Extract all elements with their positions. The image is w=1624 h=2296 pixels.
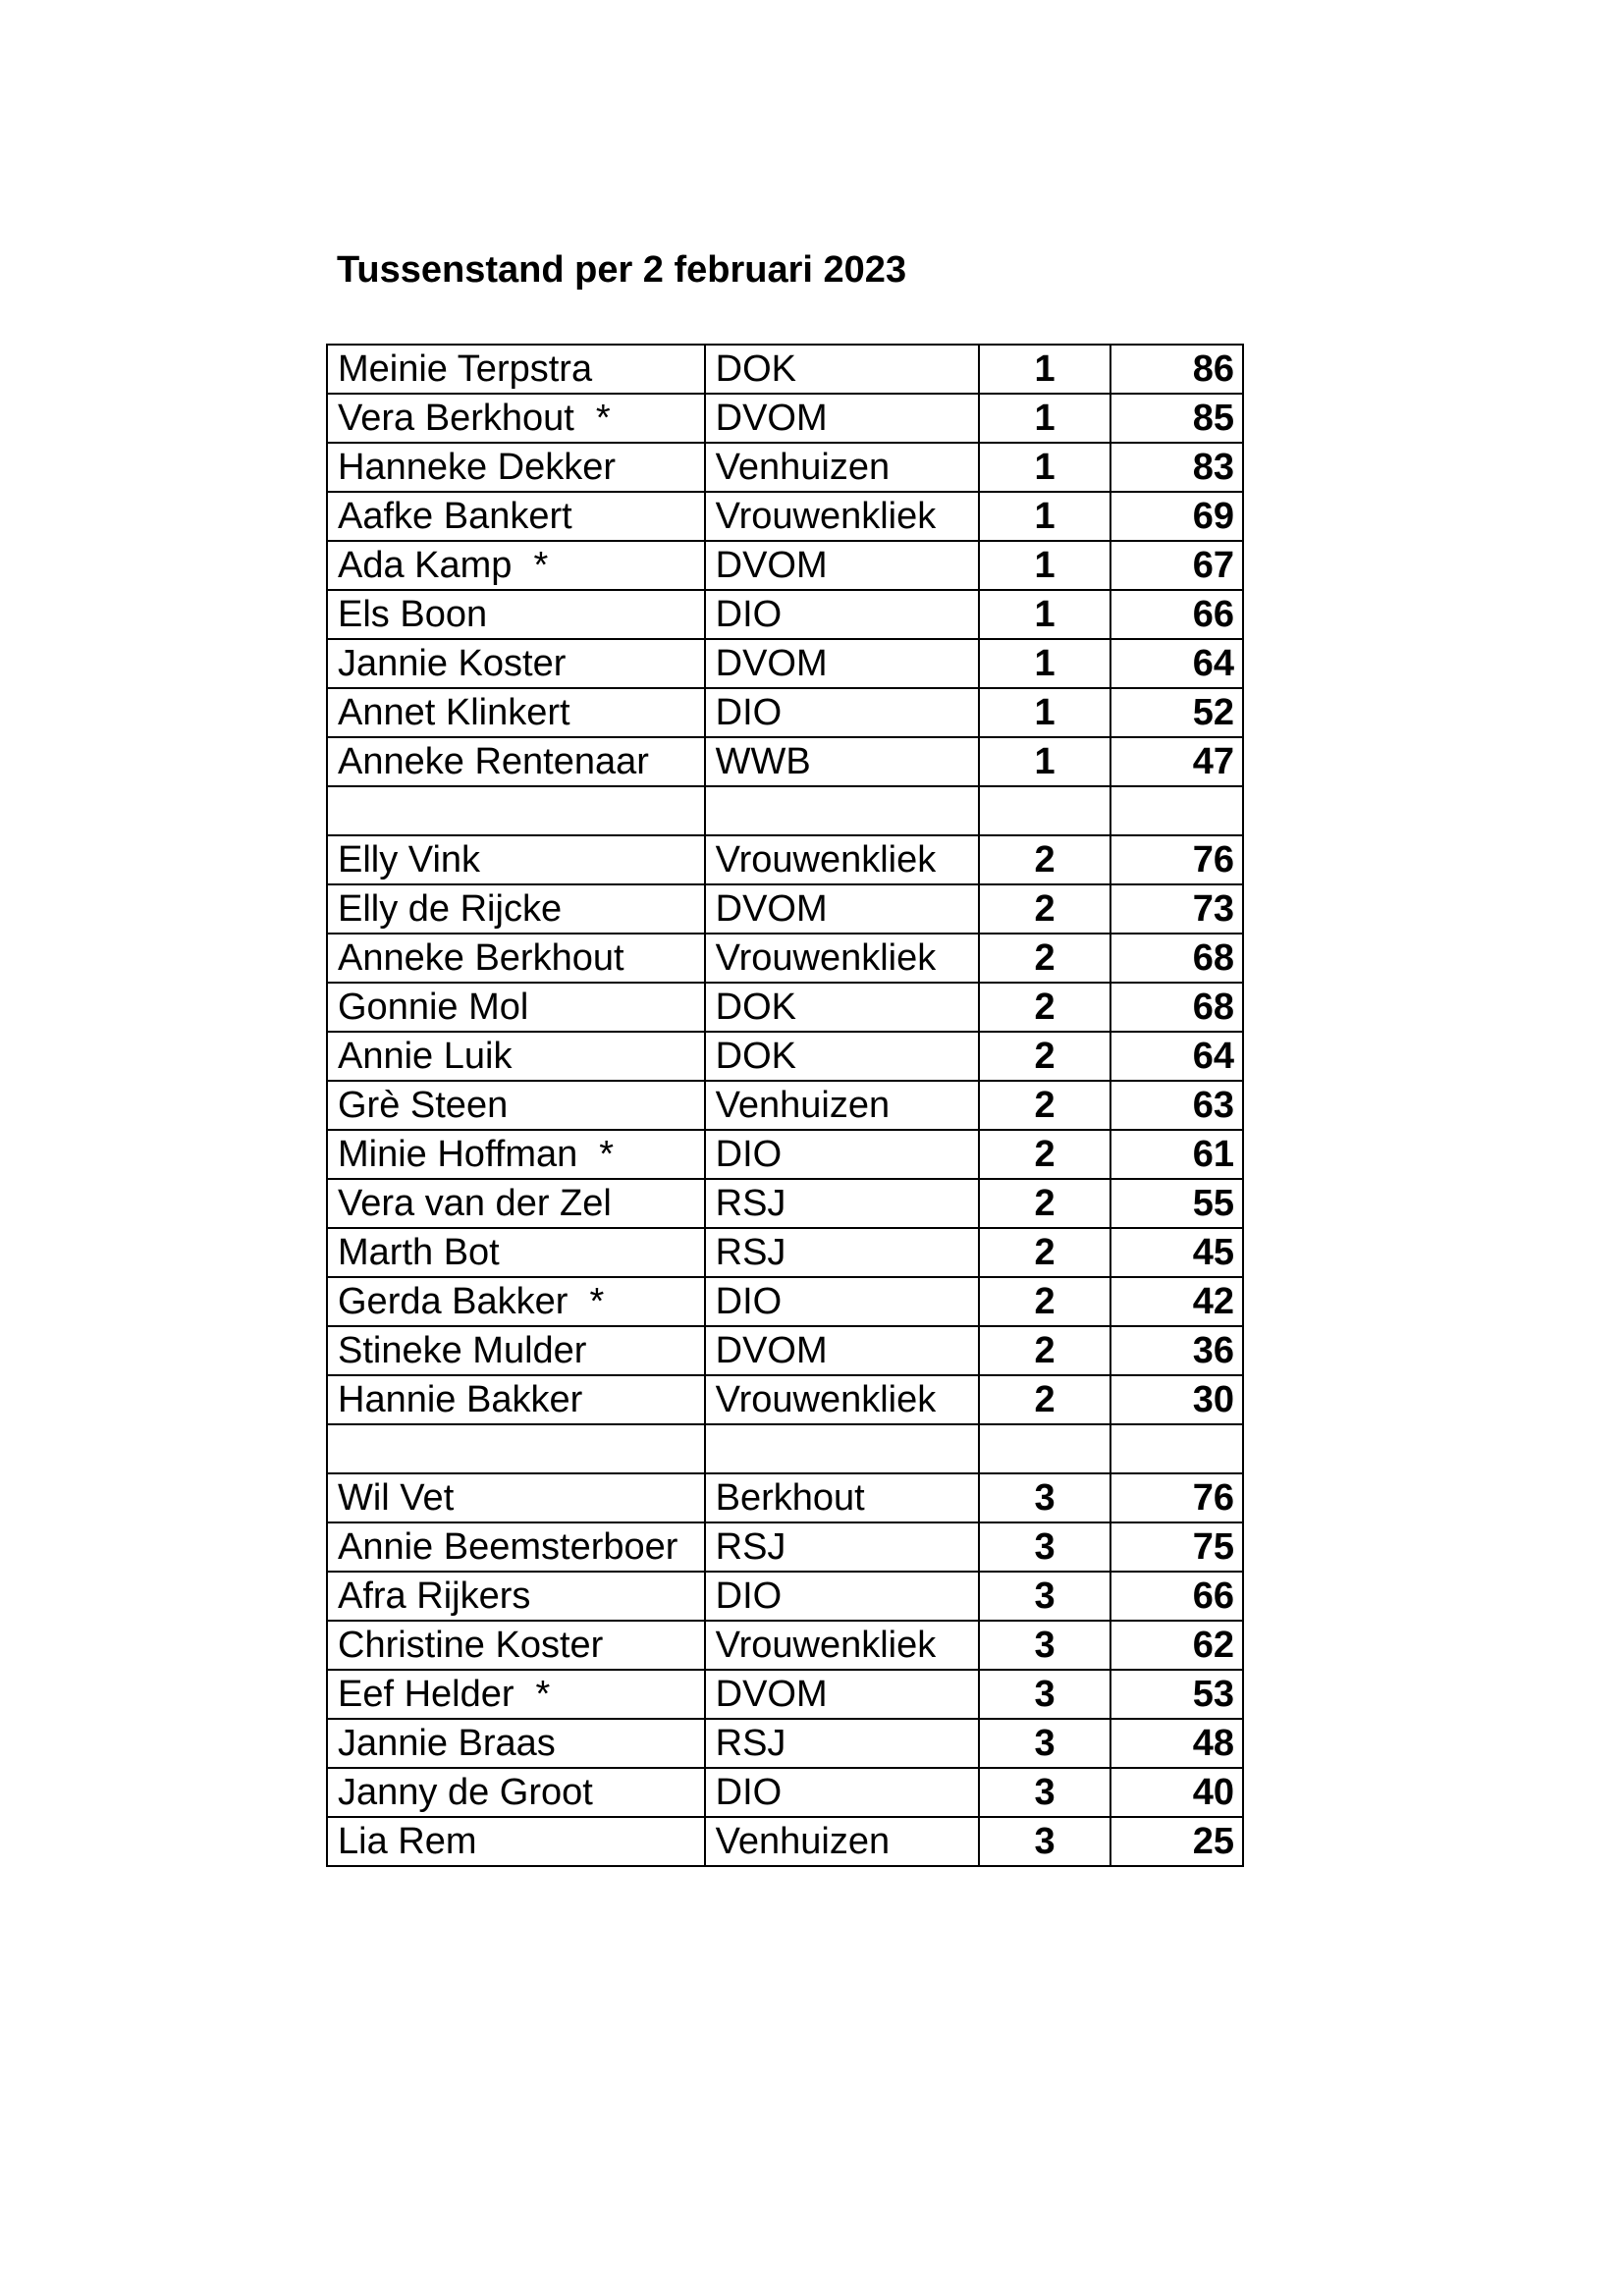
player-name: Hanneke Dekker xyxy=(338,447,617,488)
player-name-cell xyxy=(327,1326,705,1375)
club-cell: DOK xyxy=(705,983,979,1032)
points-cell: 53 xyxy=(1110,1670,1243,1719)
points-cell: 64 xyxy=(1110,1032,1243,1081)
player-name-cell xyxy=(327,884,705,934)
group-cell: 3 xyxy=(979,1768,1111,1817)
club-cell xyxy=(705,786,979,835)
group-cell: 2 xyxy=(979,835,1111,884)
table-row xyxy=(327,345,1243,394)
club-cell: RSJ xyxy=(705,1522,979,1572)
asterisk-mark: * xyxy=(599,1134,615,1175)
standings-body xyxy=(327,345,1243,1866)
table-row xyxy=(327,1081,1243,1130)
club-cell: Venhuizen xyxy=(705,1081,979,1130)
points-cell xyxy=(1110,1424,1243,1473)
player-name: Jannie Braas xyxy=(338,1723,556,1764)
table-row xyxy=(327,1130,1243,1179)
player-name-cell xyxy=(327,1719,705,1768)
player-name: Meinie Terpstra xyxy=(338,348,593,390)
points-cell: 61 xyxy=(1110,1130,1243,1179)
player-name-cell xyxy=(327,1424,705,1473)
club-cell: DVOM xyxy=(705,639,979,688)
club-cell: RSJ xyxy=(705,1719,979,1768)
player-name-cell xyxy=(327,1473,705,1522)
group-cell: 1 xyxy=(979,345,1111,394)
group-cell: 1 xyxy=(979,541,1111,590)
player-name: Gerda Bakker xyxy=(338,1281,568,1322)
points-cell: 83 xyxy=(1110,443,1243,492)
player-name-cell xyxy=(327,541,705,590)
table-row xyxy=(327,786,1243,835)
player-name: Grè Steen xyxy=(338,1085,509,1126)
table-row xyxy=(327,1424,1243,1473)
points-cell: 67 xyxy=(1110,541,1243,590)
group-cell: 1 xyxy=(979,639,1111,688)
group-cell: 3 xyxy=(979,1522,1111,1572)
group-cell: 1 xyxy=(979,492,1111,541)
page-title: Tussenstand per 2 februari 2023 xyxy=(337,249,907,291)
player-name-cell xyxy=(327,1621,705,1670)
player-name-cell xyxy=(327,688,705,737)
group-cell: 1 xyxy=(979,688,1111,737)
player-name-cell xyxy=(327,345,705,394)
club-cell: WWB xyxy=(705,737,979,786)
group-cell: 2 xyxy=(979,884,1111,934)
player-name-cell xyxy=(327,1768,705,1817)
player-name: Christine Koster xyxy=(338,1625,604,1666)
player-name-cell xyxy=(327,1375,705,1424)
group-cell: 2 xyxy=(979,1081,1111,1130)
club-cell: RSJ xyxy=(705,1228,979,1277)
player-name: Els Boon xyxy=(338,594,488,635)
player-name: Stineke Mulder xyxy=(338,1330,587,1371)
player-name: Annet Klinkert xyxy=(338,692,570,733)
player-name: Minie Hoffman xyxy=(338,1134,578,1175)
points-cell: 52 xyxy=(1110,688,1243,737)
group-cell: 2 xyxy=(979,1375,1111,1424)
table-row xyxy=(327,639,1243,688)
asterisk-mark: * xyxy=(589,1281,605,1322)
group-cell xyxy=(979,1424,1111,1473)
club-cell: Vrouwenkliek xyxy=(705,1621,979,1670)
points-cell: 48 xyxy=(1110,1719,1243,1768)
club-cell: DVOM xyxy=(705,884,979,934)
player-name-cell xyxy=(327,1179,705,1228)
points-cell: 25 xyxy=(1110,1817,1243,1866)
player-name: Lia Rem xyxy=(338,1821,477,1862)
club-cell: DIO xyxy=(705,1572,979,1621)
points-cell: 42 xyxy=(1110,1277,1243,1326)
group-cell: 1 xyxy=(979,590,1111,639)
points-cell: 68 xyxy=(1110,934,1243,983)
group-cell: 3 xyxy=(979,1621,1111,1670)
player-name-cell xyxy=(327,1277,705,1326)
player-name-cell xyxy=(327,786,705,835)
club-cell: Vrouwenkliek xyxy=(705,492,979,541)
table-row xyxy=(327,688,1243,737)
group-cell: 2 xyxy=(979,983,1111,1032)
points-cell: 73 xyxy=(1110,884,1243,934)
points-cell: 76 xyxy=(1110,835,1243,884)
club-cell: DIO xyxy=(705,590,979,639)
points-cell: 66 xyxy=(1110,1572,1243,1621)
group-cell xyxy=(979,786,1111,835)
club-cell: DVOM xyxy=(705,394,979,443)
group-cell: 3 xyxy=(979,1473,1111,1522)
club-cell: Vrouwenkliek xyxy=(705,934,979,983)
table-row xyxy=(327,1326,1243,1375)
group-cell: 3 xyxy=(979,1572,1111,1621)
points-cell: 66 xyxy=(1110,590,1243,639)
player-name-cell xyxy=(327,639,705,688)
player-name-cell xyxy=(327,1032,705,1081)
table-row xyxy=(327,1473,1243,1522)
standings-table xyxy=(326,344,1244,1867)
player-name: Janny de Groot xyxy=(338,1772,593,1813)
table-row xyxy=(327,1572,1243,1621)
points-cell: 30 xyxy=(1110,1375,1243,1424)
points-cell xyxy=(1110,786,1243,835)
table-row xyxy=(327,590,1243,639)
table-row xyxy=(327,443,1243,492)
player-name-cell xyxy=(327,835,705,884)
club-cell: Vrouwenkliek xyxy=(705,1375,979,1424)
club-cell: DVOM xyxy=(705,1326,979,1375)
points-cell: 47 xyxy=(1110,737,1243,786)
player-name-cell xyxy=(327,1081,705,1130)
player-name: Elly de Rijcke xyxy=(338,888,563,930)
table-row xyxy=(327,1621,1243,1670)
table-row xyxy=(327,1817,1243,1866)
club-cell: DOK xyxy=(705,345,979,394)
player-name: Elly Vink xyxy=(338,839,481,881)
group-cell: 3 xyxy=(979,1719,1111,1768)
table-row xyxy=(327,1228,1243,1277)
player-name: Hannie Bakker xyxy=(338,1379,583,1420)
points-cell: 69 xyxy=(1110,492,1243,541)
table-row xyxy=(327,541,1243,590)
table-row xyxy=(327,1522,1243,1572)
player-name-cell xyxy=(327,443,705,492)
table-row xyxy=(327,884,1243,934)
table-row xyxy=(327,737,1243,786)
club-cell: DIO xyxy=(705,1768,979,1817)
player-name: Afra Rijkers xyxy=(338,1575,531,1617)
group-cell: 3 xyxy=(979,1670,1111,1719)
player-name: Wil Vet xyxy=(338,1477,455,1519)
club-cell: Berkhout xyxy=(705,1473,979,1522)
player-name-cell xyxy=(327,1522,705,1572)
group-cell: 2 xyxy=(979,934,1111,983)
group-cell: 1 xyxy=(979,394,1111,443)
player-name-cell xyxy=(327,934,705,983)
points-cell: 55 xyxy=(1110,1179,1243,1228)
table-row xyxy=(327,1375,1243,1424)
table-row xyxy=(327,1032,1243,1081)
player-name: Aafke Bankert xyxy=(338,496,572,537)
player-name: Anneke Rentenaar xyxy=(338,741,649,782)
points-cell: 64 xyxy=(1110,639,1243,688)
group-cell: 1 xyxy=(979,737,1111,786)
player-name-cell xyxy=(327,492,705,541)
player-name: Vera van der Zel xyxy=(338,1183,612,1224)
table-row xyxy=(327,1719,1243,1768)
player-name: Annie Beemsterboer xyxy=(338,1526,678,1568)
club-cell xyxy=(705,1424,979,1473)
player-name: Ada Kamp xyxy=(338,545,513,586)
points-cell: 68 xyxy=(1110,983,1243,1032)
group-cell: 2 xyxy=(979,1326,1111,1375)
player-name: Eef Helder xyxy=(338,1674,514,1715)
club-cell: RSJ xyxy=(705,1179,979,1228)
player-name: Jannie Koster xyxy=(338,643,567,684)
table-row xyxy=(327,1277,1243,1326)
club-cell: Vrouwenkliek xyxy=(705,835,979,884)
asterisk-mark: * xyxy=(595,398,611,439)
player-name-cell xyxy=(327,1817,705,1866)
player-name: Anneke Berkhout xyxy=(338,937,624,979)
points-cell: 86 xyxy=(1110,345,1243,394)
player-name: Annie Luik xyxy=(338,1036,513,1077)
points-cell: 76 xyxy=(1110,1473,1243,1522)
table-row xyxy=(327,934,1243,983)
asterisk-mark: * xyxy=(535,1674,551,1715)
points-cell: 75 xyxy=(1110,1522,1243,1572)
club-cell: DIO xyxy=(705,688,979,737)
club-cell: DVOM xyxy=(705,541,979,590)
player-name-cell xyxy=(327,983,705,1032)
club-cell: DOK xyxy=(705,1032,979,1081)
player-name: Vera Berkhout xyxy=(338,398,574,439)
club-cell: Venhuizen xyxy=(705,1817,979,1866)
asterisk-mark: * xyxy=(533,545,549,586)
table-row xyxy=(327,983,1243,1032)
club-cell: DIO xyxy=(705,1277,979,1326)
club-cell: DIO xyxy=(705,1130,979,1179)
player-name-cell xyxy=(327,394,705,443)
player-name-cell xyxy=(327,737,705,786)
group-cell: 1 xyxy=(979,443,1111,492)
player-name-cell xyxy=(327,1670,705,1719)
points-cell: 62 xyxy=(1110,1621,1243,1670)
table-row xyxy=(327,1179,1243,1228)
group-cell: 2 xyxy=(979,1032,1111,1081)
points-cell: 85 xyxy=(1110,394,1243,443)
player-name-cell xyxy=(327,1130,705,1179)
table-row xyxy=(327,492,1243,541)
club-cell: DVOM xyxy=(705,1670,979,1719)
player-name: Gonnie Mol xyxy=(338,987,529,1028)
club-cell: Venhuizen xyxy=(705,443,979,492)
player-name-cell xyxy=(327,1228,705,1277)
table-row xyxy=(327,394,1243,443)
group-cell: 3 xyxy=(979,1817,1111,1866)
points-cell: 45 xyxy=(1110,1228,1243,1277)
points-cell: 36 xyxy=(1110,1326,1243,1375)
player-name-cell xyxy=(327,590,705,639)
group-cell: 2 xyxy=(979,1277,1111,1326)
group-cell: 2 xyxy=(979,1228,1111,1277)
points-cell: 40 xyxy=(1110,1768,1243,1817)
player-name-cell xyxy=(327,1572,705,1621)
group-cell: 2 xyxy=(979,1130,1111,1179)
group-cell: 2 xyxy=(979,1179,1111,1228)
player-name: Marth Bot xyxy=(338,1232,500,1273)
points-cell: 63 xyxy=(1110,1081,1243,1130)
table-row xyxy=(327,835,1243,884)
table-row xyxy=(327,1768,1243,1817)
table-row xyxy=(327,1670,1243,1719)
